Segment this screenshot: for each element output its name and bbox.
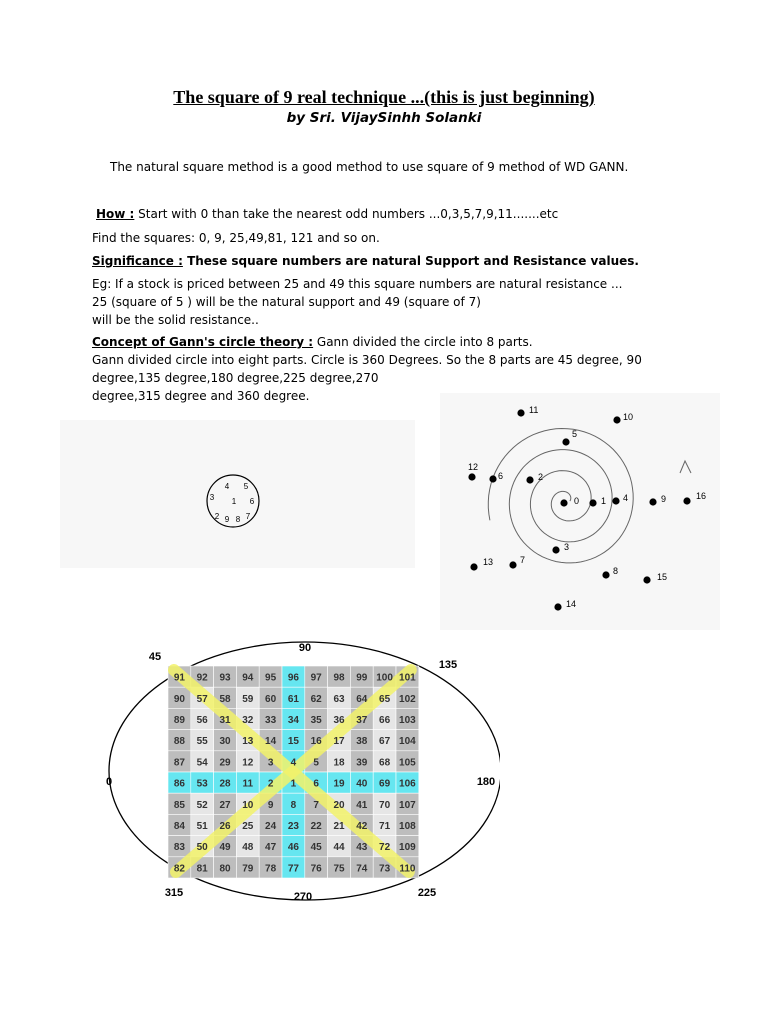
grid-number: 70	[379, 799, 391, 811]
grid-number: 59	[242, 693, 254, 705]
grid-number: 22	[310, 821, 322, 832]
grid-number: 28	[219, 778, 231, 790]
grid-number: 76	[310, 863, 322, 875]
grid-number: 84	[173, 821, 185, 832]
grid-number: 35	[310, 715, 322, 726]
grid-number: 26	[219, 821, 231, 832]
spiral-point	[643, 576, 650, 583]
spiral-point	[683, 497, 690, 504]
spiral-point-label: 10	[623, 412, 634, 422]
spiral-point-label: 3	[564, 542, 570, 552]
grid-number: 27	[219, 799, 231, 811]
small-circle-number: 3	[209, 493, 215, 502]
grid-number: 9	[267, 799, 274, 811]
spiral-point	[612, 497, 619, 504]
grid-number: 49	[219, 842, 231, 854]
grid-number: 65	[379, 693, 391, 705]
grid-number: 88	[173, 736, 185, 748]
grid-number: 39	[356, 757, 368, 769]
grid-number: 58	[219, 693, 231, 705]
spiral-point	[552, 546, 559, 553]
spiral-point-label: 1	[601, 496, 607, 506]
grid-number: 95	[265, 672, 277, 684]
spiral-point	[649, 498, 656, 505]
grid-number: 99	[356, 672, 368, 684]
grid-number: 11	[242, 778, 254, 790]
grid-number: 51	[196, 821, 208, 832]
grid-number: 24	[265, 821, 277, 832]
grid-number: 85	[173, 799, 185, 811]
grid-number: 90	[173, 693, 185, 705]
grid-number: 87	[173, 757, 185, 769]
how-line	[96, 205, 558, 224]
grid-number: 61	[287, 693, 299, 705]
spiral-point-label: 7	[520, 555, 526, 565]
grid-number: 20	[333, 799, 345, 811]
grid-number: 72	[379, 842, 391, 854]
grid-number: 4	[290, 757, 297, 769]
angle-label-135: 135	[438, 659, 458, 671]
eg-line-3: will be the solid resistance..	[92, 313, 259, 327]
spiral-point-label: 6	[498, 471, 504, 481]
grid-number: 5	[313, 757, 319, 769]
grid-number: 16	[310, 736, 322, 748]
spiral-point	[470, 563, 477, 570]
grid-number: 30	[219, 736, 231, 748]
small-circle-number: 2	[214, 512, 220, 521]
gann-line-2: degree,135 degree,180 degree,225 degree,270	[92, 371, 379, 385]
spiral-point	[468, 473, 475, 480]
spiral-point	[602, 571, 609, 578]
spiral-point-label: 12	[468, 462, 479, 472]
spiral-diagram	[440, 393, 720, 630]
spiral-point	[613, 416, 620, 423]
grid-number: 109	[399, 842, 416, 854]
angle-label-90: 90	[298, 642, 312, 654]
small-circle-diagram	[60, 420, 415, 568]
grid-number: 83	[173, 842, 185, 854]
small-circle-number: 1	[231, 497, 237, 506]
grid-number: 15	[287, 736, 299, 748]
grid-number: 17	[333, 736, 345, 748]
spiral-point	[526, 476, 533, 483]
grid-number: 71	[379, 821, 391, 832]
grid-number: 101	[399, 672, 416, 684]
grid-number: 79	[242, 863, 254, 875]
spiral-point	[560, 499, 567, 506]
find-squares-line: Find the squares: 0, 9, 25,49,81, 121 and so on.	[92, 231, 380, 245]
grid-number: 66	[379, 715, 391, 726]
angle-label-0: 0	[105, 776, 113, 788]
grid-number: 29	[219, 757, 231, 769]
grid-number: 43	[356, 842, 368, 854]
grid-number: 86	[173, 778, 185, 790]
grid-number: 19	[333, 778, 345, 790]
spiral-point	[517, 409, 524, 416]
grid-number: 69	[379, 778, 391, 790]
grid-number: 31	[219, 715, 231, 726]
grid-number: 38	[356, 736, 368, 748]
concept-label: Concept of Gann's circle theory :	[92, 335, 314, 349]
how-text: Start with 0 than take the nearest odd numbers ...0,3,5,7,9,11.......etc	[134, 207, 559, 221]
grid-number: 47	[265, 842, 277, 854]
spiral-point-label: 16	[696, 491, 707, 501]
significance-text: These square numbers are natural Support and Resistance values.	[182, 254, 639, 268]
grid-number: 7	[313, 799, 319, 811]
grid-number: 97	[310, 672, 322, 684]
grid-number: 54	[196, 757, 208, 769]
grid-number: 44	[333, 842, 345, 854]
grid-number: 23	[287, 821, 299, 832]
grid-number: 92	[196, 672, 208, 684]
eg-line-1: Eg: If a stock is priced between 25 and 49 this square numbers are natural resistance ...	[92, 277, 623, 291]
gann-line-1: Gann divided circle into eight parts. Circle is 360 Degrees. So the 8 parts are 45 degree, 90	[92, 353, 642, 367]
grid-number: 110	[399, 863, 416, 875]
angle-label-225: 225	[417, 887, 437, 899]
grid-number: 6	[313, 778, 319, 790]
spiral-point	[554, 603, 561, 610]
small-circle-number: 8	[235, 515, 241, 524]
grid-number: 102	[399, 693, 416, 705]
angle-label-270: 270	[293, 891, 313, 903]
spiral-point	[562, 438, 569, 445]
grid-number: 21	[333, 821, 345, 832]
significance-line	[92, 252, 639, 271]
grid-number: 60	[265, 693, 277, 705]
spiral-point-label: 5	[572, 429, 578, 439]
grid-number: 48	[242, 842, 254, 854]
spiral-point-label: 14	[566, 599, 577, 609]
small-circle-panel	[60, 420, 415, 568]
grid-number: 107	[399, 799, 416, 811]
spiral-point-label: 2	[538, 472, 544, 482]
grid-number: 3	[267, 757, 274, 769]
spiral-curve	[488, 429, 633, 563]
intro-paragraph: The natural square method is a good method to use square of 9 method of WD GANN.	[110, 160, 629, 174]
grid-number: 104	[399, 736, 416, 748]
small-circle-number: 5	[243, 482, 249, 491]
grid-number: 33	[265, 715, 277, 726]
grid-number: 18	[333, 757, 345, 769]
grid-number: 89	[173, 715, 185, 726]
grid-number: 2	[267, 778, 274, 790]
grid-number: 32	[242, 715, 254, 726]
grid-number: 108	[399, 821, 416, 832]
spiral-point-label: 4	[623, 493, 629, 503]
spiral-panel	[440, 393, 720, 630]
grid-number: 106	[399, 778, 416, 790]
grid-number: 40	[356, 778, 368, 790]
angle-label-45: 45	[148, 651, 162, 663]
grid-number: 103	[399, 715, 416, 726]
grid-number: 13	[242, 736, 254, 748]
spiral-point	[489, 475, 496, 482]
grid-number: 77	[287, 863, 299, 875]
small-circle-number: 4	[224, 482, 230, 491]
grid-number: 74	[356, 863, 368, 875]
grid-number: 100	[376, 672, 393, 684]
spiral-point	[509, 561, 516, 568]
grid-number: 34	[287, 715, 299, 726]
page-title: The square of 9 real technique ...(this is just beginning)	[173, 87, 595, 107]
grid-number: 80	[219, 863, 231, 875]
small-circle-number: 7	[245, 512, 251, 521]
grid-number: 78	[265, 863, 277, 875]
grid-number: 81	[196, 863, 208, 875]
spiral-point-label: 8	[613, 566, 619, 576]
concept-text: Gann divided the circle into 8 parts.	[313, 335, 533, 349]
grid-number: 53	[196, 778, 208, 790]
spiral-point-label: 11	[529, 405, 539, 415]
grid-number: 55	[196, 736, 208, 748]
grid-number: 64	[356, 693, 368, 705]
grid-number: 62	[310, 693, 322, 705]
grid-number: 46	[287, 842, 299, 854]
angle-label-180: 180	[476, 776, 496, 788]
spiral-point-label: 15	[657, 572, 668, 582]
grid-number: 10	[242, 799, 254, 811]
grid-number: 45	[310, 842, 322, 854]
spiral-point-label: 13	[483, 557, 494, 567]
grid-number: 56	[196, 715, 208, 726]
grid-number: 14	[265, 736, 277, 748]
eg-line-2: 25 (square of 5 ) will be the natural support and 49 (square of 7)	[92, 295, 481, 309]
grid-number: 91	[173, 672, 185, 684]
grid-number: 67	[379, 736, 391, 748]
grid-number: 1	[290, 778, 297, 790]
grid-number: 12	[242, 757, 254, 769]
grid-number: 68	[379, 757, 391, 769]
concept-line	[92, 333, 533, 352]
arrow-icon	[680, 461, 691, 473]
small-circle-number: 6	[249, 497, 255, 506]
gann-line-3: degree,315 degree and 360 degree.	[92, 389, 310, 403]
spiral-point-label: 0	[574, 496, 580, 506]
grid-number: 8	[290, 799, 297, 811]
grid-number: 98	[333, 672, 345, 684]
square-of-9-svg	[100, 638, 500, 903]
grid-number: 50	[196, 842, 208, 854]
grid-number: 42	[356, 821, 368, 832]
grid-number: 25	[242, 821, 254, 832]
grid-number: 93	[219, 672, 231, 684]
grid-number: 52	[196, 799, 208, 811]
grid-number: 94	[242, 672, 254, 684]
angle-label-315: 315	[164, 887, 184, 899]
how-label: How :	[96, 207, 135, 221]
grid-number: 36	[333, 715, 345, 726]
grid-number: 105	[399, 757, 416, 769]
significance-label: Significance :	[92, 254, 183, 268]
grid-number: 73	[379, 863, 391, 875]
grid-number: 41	[356, 799, 368, 811]
grid-number: 75	[333, 863, 345, 875]
grid-number: 57	[196, 693, 208, 705]
grid-number: 37	[356, 715, 368, 726]
author-line: by Sri. VijaySinhh Solanki	[286, 110, 482, 126]
spiral-point	[589, 499, 596, 506]
grid-number: 96	[287, 672, 299, 684]
grid-number: 82	[173, 863, 185, 875]
square-of-9-diagram	[100, 638, 500, 903]
small-circle-number: 9	[224, 515, 230, 524]
spiral-point-label: 9	[661, 494, 667, 504]
grid-number: 63	[333, 693, 345, 705]
